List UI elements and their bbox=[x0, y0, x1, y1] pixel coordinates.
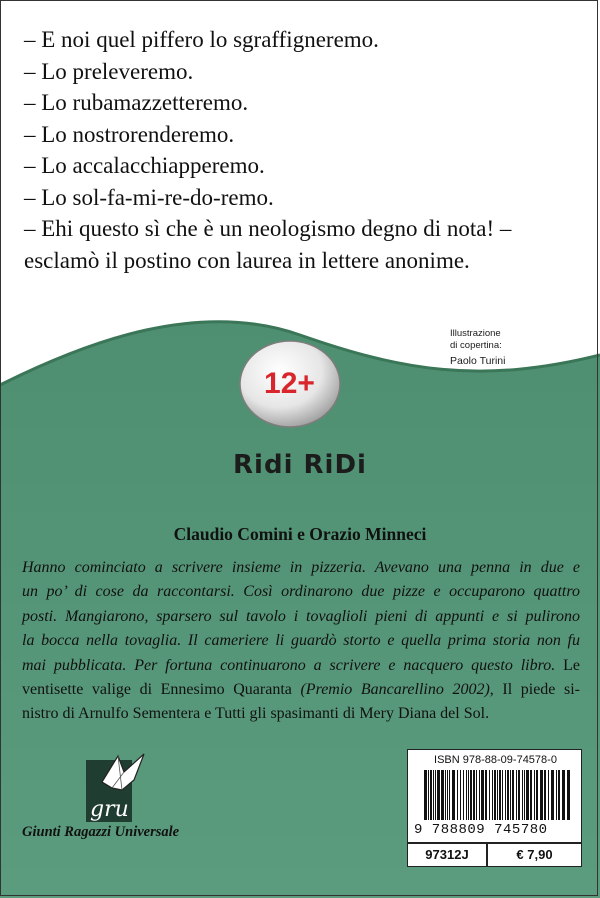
barcode-bar bbox=[468, 770, 469, 820]
illustration-credit bbox=[450, 328, 590, 367]
barcode-bar bbox=[485, 770, 487, 820]
barcode-bar bbox=[476, 770, 477, 820]
barcode-bar bbox=[497, 770, 498, 820]
barcode-bar bbox=[556, 770, 557, 820]
barcode-bar bbox=[470, 770, 472, 820]
barcode-bar bbox=[457, 770, 458, 820]
excerpt-line: – Lo sol-fa-mi-re-do-remo. bbox=[24, 184, 274, 210]
barcode-bar bbox=[463, 770, 464, 820]
barcode-bar bbox=[441, 770, 444, 820]
barcode-bar bbox=[562, 770, 565, 820]
barcode-bar bbox=[460, 770, 461, 820]
barcode-bar bbox=[526, 770, 529, 820]
blurb-line: un po’ di cose da raccontarsi. Così ordinarono due pizze e occuparono quattro bbox=[22, 583, 580, 601]
barcode-bar bbox=[494, 770, 496, 820]
blurb-upright: Il piede si- bbox=[493, 681, 580, 699]
barcode-bar bbox=[505, 770, 506, 820]
excerpt-line: – Lo nostrorenderemo. bbox=[24, 121, 235, 147]
excerpt-line: esclamò il postino con laurea in lettere anonime. bbox=[24, 247, 470, 273]
credit-label: di copertina: bbox=[450, 340, 502, 351]
barcode-bar bbox=[536, 770, 538, 820]
authors: Claudio Comini e Orazio Minneci bbox=[173, 524, 427, 544]
catalog-code: 97312J bbox=[407, 843, 487, 867]
excerpt-line: – Ehi questo sì che è un neologismo degno di nota! – bbox=[24, 216, 512, 241]
barcode-bar bbox=[424, 770, 427, 820]
illustrator-name: Paolo Turini bbox=[450, 355, 506, 367]
publisher-imprint: Giunti Ragazzi Universale bbox=[22, 824, 180, 840]
barcode-bar bbox=[502, 770, 503, 820]
barcode-bar bbox=[522, 770, 523, 820]
blurb-text bbox=[22, 556, 580, 727]
barcode-bar bbox=[567, 770, 570, 820]
blurb-line: posti. Mangiarono, sparsero sul tavolo i tovaglioli pieni di appunti e si pulirono bbox=[22, 607, 580, 625]
barcode-bar bbox=[430, 770, 432, 820]
credit-label: Illustrazione bbox=[450, 328, 501, 339]
barcode-bar bbox=[518, 770, 520, 820]
barcode-bar bbox=[548, 770, 549, 820]
barcode-bar bbox=[551, 770, 554, 820]
barcode-bar bbox=[435, 770, 436, 820]
excerpt-line: – Lo preleveremo. bbox=[24, 58, 194, 84]
barcode-bar bbox=[481, 770, 484, 820]
barcode-bar bbox=[437, 770, 440, 820]
barcode-bar bbox=[507, 770, 509, 820]
blurb-italic: mai pubblicata. Per fortuna continuarono a scrivere e nacquero questo libro. bbox=[22, 656, 556, 674]
price-label: € 7,90 bbox=[487, 843, 582, 867]
barcode-bar bbox=[452, 770, 455, 820]
blurb-italic: (Premio Bancarellino 2002), bbox=[300, 681, 494, 699]
origami-crane-icon bbox=[102, 754, 144, 790]
barcode-bar bbox=[447, 770, 448, 820]
barcode-bar bbox=[479, 770, 480, 820]
blurb-line bbox=[22, 654, 580, 678]
blurb-upright: Le bbox=[555, 656, 581, 674]
barcode-bar bbox=[428, 770, 429, 820]
barcode-bar bbox=[558, 770, 560, 820]
blurb-line bbox=[22, 678, 580, 702]
logo-monogram: gru bbox=[90, 797, 129, 822]
blurb-line: Hanno cominciato a scrivere insieme in pizzeria. Avevano una penna in due e bbox=[22, 559, 580, 576]
giunti-crane-logo bbox=[82, 750, 154, 825]
excerpt-line: – Lo rubamazzetteremo. bbox=[24, 90, 249, 115]
barcode-bar bbox=[449, 770, 450, 820]
barcode-bar bbox=[516, 770, 517, 820]
barcode-bar bbox=[512, 770, 514, 820]
excerpt-line: – Lo accalacchiapperemo. bbox=[24, 153, 265, 178]
barcode-bar bbox=[544, 770, 546, 820]
barcode-digits: 9 788809 745780 bbox=[414, 822, 548, 838]
series-title: Ridi RiDi bbox=[233, 450, 367, 480]
barcode-bar bbox=[499, 770, 501, 820]
barcode-bar bbox=[540, 770, 543, 820]
barcode-bar bbox=[510, 770, 511, 820]
barcode-bar bbox=[473, 770, 475, 820]
barcode-bar bbox=[492, 770, 493, 820]
blurb-line: nistro di Arnulfo Sementera e Tutti gli spasimanti di Mery Diana del Sol. bbox=[22, 705, 490, 723]
age-badge: 12+ bbox=[264, 367, 315, 400]
barcode-bar bbox=[445, 770, 446, 820]
barcode-bar bbox=[466, 770, 467, 820]
barcode-bar bbox=[489, 770, 490, 820]
barcode-icon bbox=[422, 770, 572, 822]
barcode-bar bbox=[534, 770, 535, 820]
blurb-upright: ventisette valige di Ennesimo Quaranta bbox=[22, 681, 301, 699]
excerpt-line: – E noi quel piffero lo sgraffigneremo. bbox=[24, 27, 379, 52]
isbn-number: ISBN 978-88-09-74578-0 bbox=[434, 754, 557, 766]
barcode-bar bbox=[433, 770, 434, 820]
barcode-panel bbox=[407, 749, 582, 843]
barcode-bar bbox=[530, 770, 532, 820]
blurb-line: la bocca nella tovaglia. Il cameriere li guardò storto e quella prima storia non fu bbox=[22, 632, 580, 650]
excerpt-text bbox=[24, 24, 584, 276]
barcode-bar bbox=[524, 770, 525, 820]
